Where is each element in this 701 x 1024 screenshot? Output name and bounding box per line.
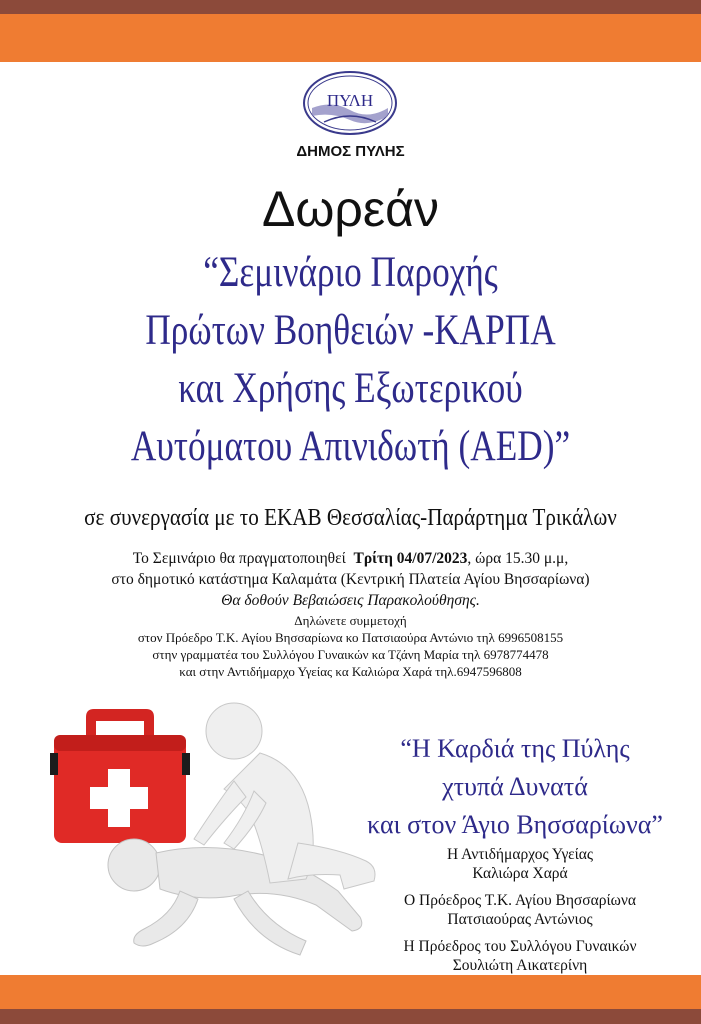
cpr-illustration [48,693,388,963]
seminar-title [63,244,638,476]
venue-line: στο δημοτικό κατάστημα Καλαμάτα (Κεντρική Πλατεία Αγίου Βησσαρίωνα) [111,571,590,588]
first-aid-kit-icon [50,709,190,843]
schedule-intro: Το Σεμινάριο θα πραγματοποιηθεί [132,550,346,567]
municipality-logo [302,70,398,136]
registration-contact: στην γραμματέα του Συλλόγου Γυναικών κα Τζάνη Μαρία τηλ 6978774478 [152,647,549,662]
top-orange-band [0,14,701,62]
title-line: και Χρήσης Εξωτερικού [178,365,523,412]
certificates-line: Θα δοθούν Βεβαιώσεις Παρακολούθησης. [221,592,480,609]
signer-block [355,937,685,975]
signer-block [355,891,685,929]
signatories [355,845,685,983]
signer-name: Σουλιώτη Αικατερίνη [452,957,588,974]
bottom-orange-band [0,975,701,1009]
seminar-details [0,548,701,611]
signer-role: Η Πρόεδρος του Συλλόγου Γυναικών [403,938,637,955]
signer-role: Η Αντιδήμαρχος Υγείας [446,846,594,863]
signer-role: Ο Πρόεδρος Τ.Κ. Αγίου Βησσαρίωνα [403,892,636,909]
slogan-line: “Η Καρδιά της Πύλης [400,734,630,763]
signer-block [355,845,685,883]
registration-contact: και στην Αντιδήμαρχο Υγείας κα Καλιώρα Χαρά τηλ.6947596808 [179,664,522,679]
free-heading: Δωρεάν [261,181,440,237]
top-dark-stripe [0,0,701,14]
slogan-line: και στον Άγιο Βησσαρίωνα” [367,810,663,839]
registration-contact: στον Πρόεδρο Τ.Κ. Αγίου Βησσαρίωνα κο Πατσιαούρα Αντώνιο τηλ 6996508155 [137,630,564,645]
signer-name: Καλιώρα Χαρά [472,865,568,882]
signer-name: Πατσιαούρας Αντώνιος [447,911,593,928]
slogan [345,730,685,844]
partner-line: σε συνεργασία με το ΕΚΑΒ Θεσσαλίας-Παράρτημα Τρικάλων [84,505,617,531]
title-line: Πρώτων Βοηθειών -ΚΑΡΠΑ [145,307,556,354]
schedule-date: Τρίτη 04/07/2023 [353,550,468,567]
logo-text: ΠΥΛΗ [326,91,374,110]
title-line: “Σεμινάριο Παροχής [203,249,498,296]
title-line: Αυτόματου Απινιδωτή (AED)” [130,423,571,470]
municipality-name: ΔΗΜΟΣ ΠΥΛΗΣ [296,143,405,160]
registration-block [0,612,701,680]
schedule-line [0,548,701,569]
schedule-time: , ώρα 15.30 μ.μ, [467,550,569,567]
registration-heading: Δηλώνετε συμμετοχή [294,613,407,628]
bottom-dark-stripe [0,1009,701,1024]
slogan-line: χτυπά Δυνατά [442,772,588,801]
